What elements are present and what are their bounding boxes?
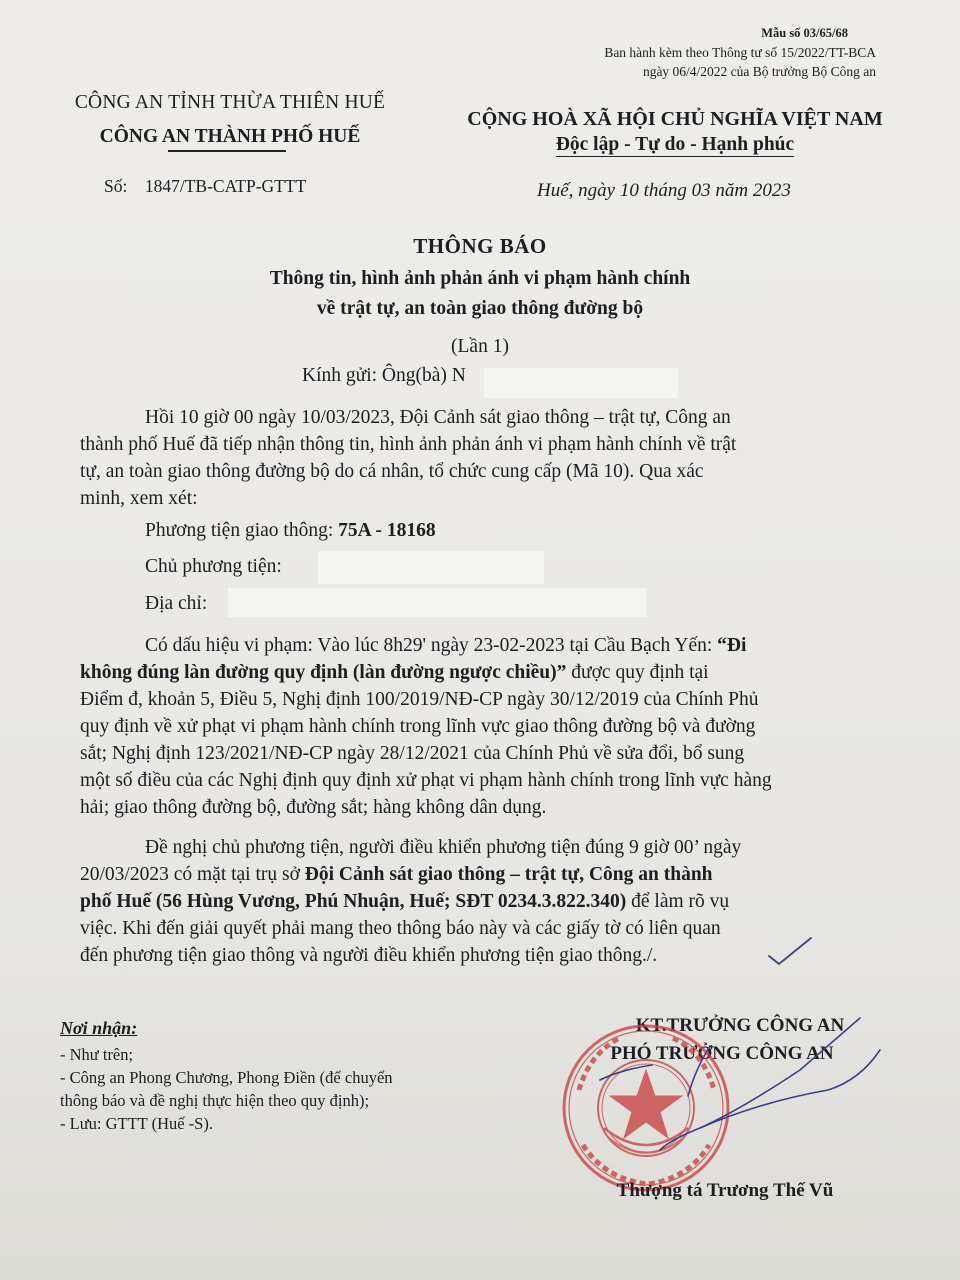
- violation-line-1: [145, 632, 746, 659]
- recipient-line: Kính gửi: Ông(bà) N: [302, 365, 466, 386]
- nation-name: CỘNG HOÀ XÃ HỘI CHỦ NGHĨA VIỆT NAM: [467, 108, 883, 130]
- violation-line-6: một số điều của các Nghị định quy định xử phạt vi phạm hành chính trong lĩnh vực hàng: [80, 770, 772, 791]
- place-date: Huế, ngày 10 tháng 03 năm 2023: [537, 180, 791, 201]
- receiver-item-2-line-2: thông báo và đề nghị thực hiện theo quy định);: [60, 1091, 370, 1110]
- request-line-5: đến phương tiện giao thông và người điều khiển phương tiện giao thông./.: [80, 945, 658, 966]
- intro-line-4: minh, xem xét:: [80, 488, 198, 509]
- violation-line-7: hải; giao thông đường bộ, đường sắt; hàng không dân dụng.: [80, 797, 547, 818]
- violation-line-4: quy định về xử phạt vi phạm hành chính trong lĩnh vực giao thông đường bộ và đường: [80, 716, 756, 737]
- agency-unit: CÔNG AN THÀNH PHỐ HUẾ: [99, 126, 361, 147]
- document-number-value: 1847/TB-CATP-GTTT: [144, 176, 307, 196]
- signature-title-1: KT.TRƯỞNG CÔNG AN: [635, 1015, 845, 1036]
- document-title: THÔNG BÁO: [413, 234, 547, 258]
- form-number: Mẫu số 03/65/68: [761, 26, 848, 40]
- request-line-2: [80, 861, 713, 888]
- receivers-heading: Nơi nhận:: [60, 1018, 138, 1038]
- document-number-label: Số:: [104, 176, 128, 196]
- document-number: [104, 176, 306, 197]
- violation-line-2-bold: không đúng làn đường quy định (làn đường ngược chiều)”: [80, 662, 567, 683]
- request-line-4: việc. Khi đến giải quyết phải mang theo thông báo này và các giấy tờ có liên quan: [80, 918, 721, 939]
- agency-parent: CÔNG AN TỈNH THỪA THIÊN HUẾ: [74, 92, 386, 113]
- intro-line-2: thành phố Huế đã tiếp nhận thông tin, hình ảnh phản ánh vi phạm hành chính về trật: [80, 434, 737, 455]
- signature-title-2: PHÓ TRƯỞNG CÔNG AN: [610, 1043, 834, 1064]
- agency-underline: [168, 150, 286, 152]
- violation-line-1-text: Có dấu hiệu vi phạm: Vào lúc 8h29' ngày 23-02-2023 tại Cầu Bạch Yến:: [145, 635, 718, 656]
- violation-line-2: [80, 659, 709, 686]
- intro-line-1: Hồi 10 giờ 00 ngày 10/03/2023, Đội Cảnh sát giao thông – trật tự, Công an: [145, 407, 731, 428]
- violation-line-5: sắt; Nghị định 123/2021/NĐ-CP ngày 28/12/2021 của Chính Phủ về sửa đổi, bổ sung: [80, 743, 745, 764]
- vehicle-label: Phương tiện giao thông:: [145, 520, 339, 541]
- vehicle-plate: 75A - 18168: [338, 520, 436, 541]
- receiver-item-2-line-1: - Công an Phong Chương, Phong Điền (để chuyển: [60, 1068, 393, 1087]
- form-issued-line-2: ngày 06/4/2022 của Bộ trưởng Bộ Công an: [642, 64, 876, 79]
- document-subtitle-2: về trật tự, an toàn giao thông đường bộ: [316, 298, 644, 319]
- request-line-3-text: để làm rõ vụ: [626, 891, 730, 912]
- handwritten-signature: [560, 1010, 900, 1190]
- form-issued-line-1: Ban hành kèm theo Thông tư số 15/2022/TT-BCA: [604, 45, 876, 60]
- pen-check-mark: [765, 934, 815, 968]
- violation-line-1-bold: “Đi: [717, 635, 747, 656]
- violation-line-3: Điểm đ, khoản 5, Điều 5, Nghị định 100/2019/NĐ-CP ngày 30/12/2019 của Chính Phủ: [80, 689, 759, 710]
- owner-label: Chủ phương tiện:: [145, 556, 282, 577]
- request-line-3-bold: phố Huế (56 Hùng Vương, Phú Nhuận, Huế; SĐT 0234.3.822.340): [80, 891, 627, 912]
- vehicle-line: [145, 520, 436, 542]
- notice-round: (Lần 1): [451, 336, 509, 357]
- receiver-item-1: - Như trên;: [60, 1045, 134, 1064]
- request-line-1: Đề nghị chủ phương tiện, người điều khiển phương tiện đúng 9 giờ 00’ ngày: [145, 837, 742, 858]
- redacted-recipient-name: [484, 368, 678, 398]
- violation-line-2-text: được quy định tại: [566, 662, 709, 683]
- signer-name: Thượng tá Trương Thế Vũ: [616, 1180, 834, 1201]
- redacted-address: [228, 588, 646, 617]
- nation-motto: Độc lập - Tự do - Hạnh phúc: [555, 134, 795, 155]
- request-line-3: [80, 888, 729, 915]
- intro-line-3: tự, an toàn giao thông đường bộ do cá nhân, tổ chức cung cấp (Mã 10). Qua xác: [80, 461, 704, 482]
- document-subtitle-1: Thông tin, hình ảnh phản ánh vi phạm hành chính: [269, 268, 691, 289]
- receiver-item-3: - Lưu: GTTT (Huế -S).: [60, 1114, 213, 1133]
- address-label: Địa chỉ:: [145, 593, 208, 614]
- request-line-2-bold: Đội Cảnh sát giao thông – trật tự, Công an thành: [304, 864, 713, 885]
- nation-motto-wrap: [430, 134, 920, 156]
- redacted-owner: [318, 551, 544, 584]
- request-line-2-text: 20/03/2023 có mặt tại trụ sở: [80, 864, 305, 885]
